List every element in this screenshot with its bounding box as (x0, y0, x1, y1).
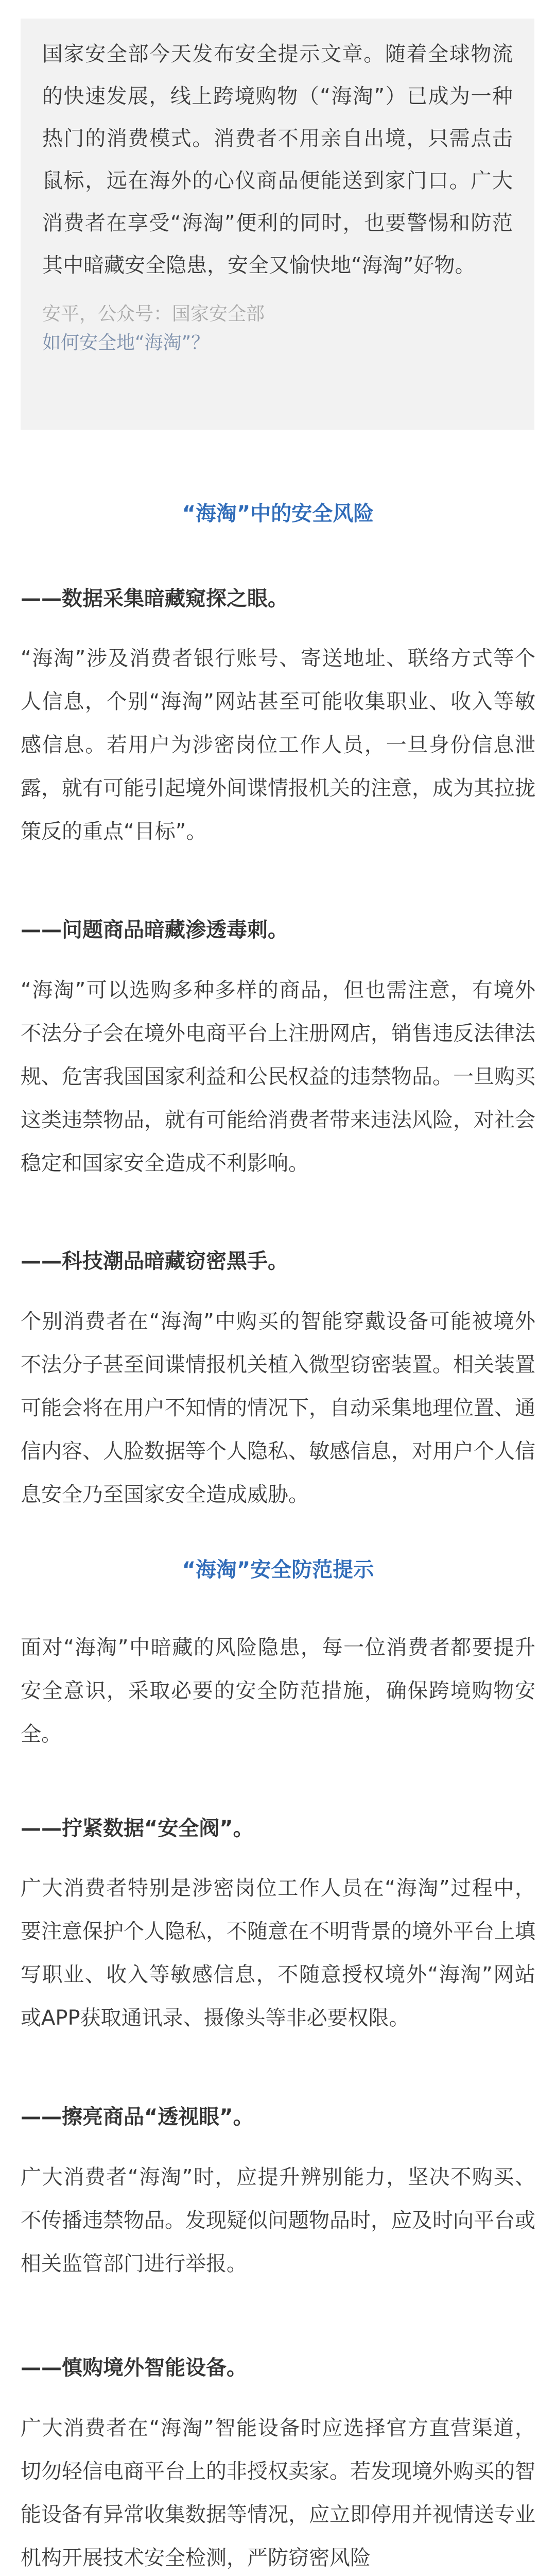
source-label: 安平，公众号：国家安全部 (42, 303, 265, 325)
risk-heading-problem-goods: ——问题商品暗藏渗透毒刺。 (21, 918, 288, 942)
intro-text: 国家安全部今天发布安全提示文章。随着全球物流的快速发展，线上跨境购物（“海淘”）已成为一种热门的消费模式。消费者不用亲自出境，只需点击鼠标，远在海外的心仪商品便能送到家门口。广大消费者在享受“海淘”便利的同时，也要警惕和防范其中暗藏安全隐患，安全又愉快地“海淘”好物。 (42, 42, 513, 277)
tip-body-inspect-goods: 广大消费者“海淘”时，应提升辨别能力，坚决不购买、不传播违禁物品。发现疑似问题物品时，应及时向平台或相关监管部门进行举报。 (21, 2165, 535, 2276)
risk-heading-smart-devices: ——科技潮品暗藏窃密黑手。 (21, 1249, 288, 1273)
risk-body-problem-goods: “海淘”可以选购多种多样的商品，但也需注意，有境外不法分子会在境外电商平台上注册网店，销售违反法律法规、危害我国国家利益和公民权益的违禁物品。一旦购买这类违禁物品，就有可能给消费者带来违法风险，对社会稳定和国家安全造成不利影响。 (21, 978, 535, 1175)
intro-quote-box (21, 19, 534, 430)
risk-body-data-collection: “海淘”涉及消费者银行账号、寄送地址、联络方式等个人信息，个别“海淘”网站甚至可能收集职业、收入等敏感信息。若用户为涉密岗位工作人员，一旦身份信息泄露，就有可能引起境外间谍情报机关的注意，成为其拉拢策反的重点“目标”。 (21, 647, 535, 843)
tip-heading-smart-devices: ——慎购境外智能设备。 (21, 2356, 247, 2380)
risk-body-smart-devices: 个别消费者在“海淘”中购买的智能穿戴设备可能被境外不法分子甚至间谍情报机关植入微型窃密装置。相关装置可能会将在用户不知情的情况下，自动采集地理位置、通信内容、人脸数据等个人隐私、敏感信息，对用户个人信息安全乃至国家安全造成威胁。 (21, 1310, 535, 1506)
tip-heading-inspect-goods: ——擦亮商品“透视眼”。 (21, 2105, 254, 2129)
section-title-tips: “海淘”安全防范提示 (182, 1558, 374, 1582)
source-article-link[interactable]: 如何安全地“海淘”？ (42, 332, 210, 353)
tip-body-data-valve: 广大消费者特别是涉密岗位工作人员在“海淘”过程中，要注意保护个人隐私，不随意在不明背景的境外平台上填写职业、收入等敏感信息，不随意授权境外“海淘”网站或APP获取通讯录、摄像头等非必要权限。 (21, 1876, 535, 2030)
tip-body-smart-devices: 广大消费者在“海淘”智能设备时应选择官方直营渠道，切勿轻信电商平台上的非授权卖家。若发现境外购买的智能设备有异常收集数据等情况，应立即停用并视情送专业机构开展技术安全检测，严防窃密风险 (21, 2416, 535, 2570)
tips-lead-paragraph: 面对“海淘”中暗藏的风险隐患，每一位消费者都要提升安全意识，采取必要的安全防范措施，确保跨境购物安全。 (21, 1636, 535, 1746)
tip-heading-data-valve: ——拧紧数据“安全阀”。 (21, 1817, 254, 1840)
section-title-risks: “海淘”中的安全风险 (182, 502, 374, 526)
risk-heading-data-collection: ——数据采集暗藏窥探之眼。 (21, 587, 288, 611)
intro-meta (42, 300, 513, 358)
